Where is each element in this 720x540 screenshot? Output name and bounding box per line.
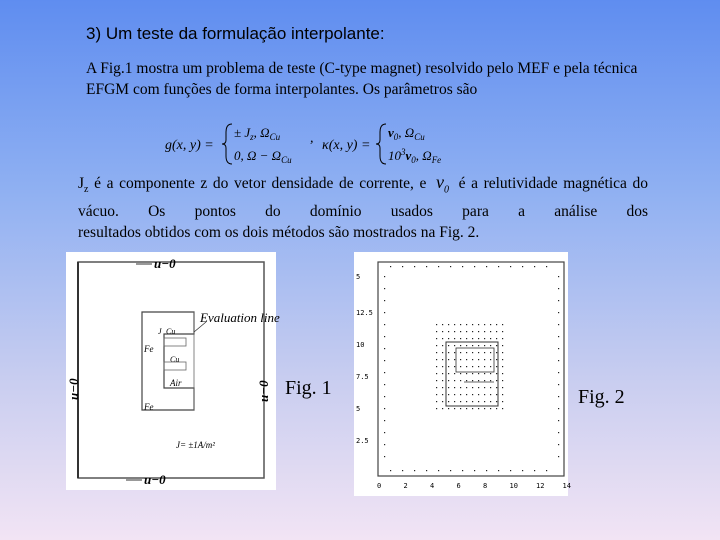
domain-point [402,266,403,267]
domain-point [490,394,491,395]
domain-point [502,373,503,374]
domain-point [472,338,473,339]
domain-point [472,352,473,353]
domain-point [426,266,427,267]
desc-text-2: é a relutividade magnética do vácuo. Os pontos do domínio usados para a análise dos [78,175,648,220]
left-bc-label: u−0 [66,378,81,400]
domain-point [436,352,437,353]
domain-point [496,359,497,360]
domain-point [478,331,479,332]
domain-point [460,408,461,409]
domain-point [478,366,479,367]
domain-point [448,324,449,325]
fig1-label-fe-1: Fe [144,344,154,354]
domain-point [510,470,511,471]
domain-point [558,456,559,457]
domain-point [460,345,461,346]
k-brace [376,124,386,164]
domain-point [448,394,449,395]
domain-point [522,470,523,471]
domain-point [496,331,497,332]
domain-point [502,324,503,325]
domain-point [454,338,455,339]
domain-point [460,338,461,339]
domain-point [384,276,385,277]
domain-point [558,432,559,433]
domain-point [478,359,479,360]
domain-point [442,324,443,325]
x-tick-label: 14 [562,482,571,490]
domain-point [496,324,497,325]
domain-point [486,266,487,267]
domain-point [478,394,479,395]
domain-point [490,380,491,381]
domain-point [484,345,485,346]
domain-point [496,394,497,395]
domain-point [414,470,415,471]
domain-point [448,387,449,388]
domain-point [384,336,385,337]
domain-point [558,300,559,301]
domain-point [448,373,449,374]
domain-point [454,352,455,353]
domain-point [478,324,479,325]
domain-point [460,401,461,402]
domain-point [484,380,485,381]
domain-point [460,387,461,388]
domain-point [454,345,455,346]
domain-point [436,408,437,409]
domain-point [460,331,461,332]
domain-point [534,266,535,267]
domain-point [466,408,467,409]
jz-symbol: $J_z$ [78,175,89,196]
domain-point [436,366,437,367]
domain-point [462,266,463,267]
domain-point [472,373,473,374]
domain-point [454,387,455,388]
domain-point [436,387,437,388]
domain-point [460,324,461,325]
domain-point [472,324,473,325]
domain-point [490,331,491,332]
domain-point [448,338,449,339]
domain-point [546,266,547,267]
x-tick-label: 0 [377,482,382,490]
domain-point [474,266,475,267]
x-tick-label: 12 [536,482,545,490]
domain-point [454,394,455,395]
domain-point [490,401,491,402]
domain-point [472,359,473,360]
domain-point [502,380,503,381]
domain-point [558,288,559,289]
g-case2: 0, $\Omega - \Omega_{Cu}$ [234,148,292,165]
domain-point [390,470,391,471]
domain-point [498,266,499,267]
domain-point [490,408,491,409]
domain-point [502,359,503,360]
fig1-label-air: Air [170,378,182,388]
domain-point [442,387,443,388]
domain-point [466,359,467,360]
domain-point [534,470,535,471]
bottom-bc-label: u−0 [144,472,166,487]
domain-point [442,359,443,360]
domain-point [502,401,503,402]
domain-point [558,348,559,349]
domain-point [454,359,455,360]
domain-point [384,312,385,313]
domain-point [460,394,461,395]
domain-point [484,366,485,367]
domain-point [490,366,491,367]
domain-point [496,338,497,339]
domain-point [502,366,503,367]
domain-point [484,338,485,339]
domain-point [502,394,503,395]
domain-point [478,408,479,409]
domain-point [384,432,385,433]
domain-point [438,266,439,267]
domain-point [502,408,503,409]
domain-point [472,408,473,409]
domain-point [442,366,443,367]
domain-point [558,396,559,397]
domain-point [478,387,479,388]
domain-point [384,384,385,385]
domain-point [496,380,497,381]
domain-point [450,266,451,267]
desc-text-3: resultados obtidos com os dois métodos são mostrados na Fig. 2. [78,223,480,241]
domain-point [490,338,491,339]
domain-point [490,352,491,353]
domain-point [384,456,385,457]
fig1-label-j: J [158,327,162,336]
domain-point [442,401,443,402]
parameter-formula [160,118,460,170]
slide-title: 3) Um teste da formulação interpolante: [86,24,385,43]
domain-point [460,366,461,367]
figure-2-caption: Fig. 2 [578,386,625,408]
domain-point [384,348,385,349]
domain-point [478,380,479,381]
y-tick-label: 5 [356,405,361,413]
domain-point [558,408,559,409]
domain-point [454,401,455,402]
domain-point [484,401,485,402]
g-case1: ± $J_z$, $\Omega_{Cu}$ [234,125,281,142]
domain-point [466,373,467,374]
domain-point [466,394,467,395]
domain-point [462,470,463,471]
domain-point [442,345,443,346]
domain-point [414,266,415,267]
domain-point [558,384,559,385]
domain-point [496,373,497,374]
domain-point [448,366,449,367]
domain-point [466,387,467,388]
domain-point [460,373,461,374]
domain-point [484,359,485,360]
domain-point [496,345,497,346]
y-tick-label: 7.5 [356,373,369,381]
domain-point [484,331,485,332]
fig1-label-cu-2: Cu [170,355,180,364]
domain-point [460,359,461,360]
domain-point [502,387,503,388]
domain-point [558,336,559,337]
domain-point [460,380,461,381]
domain-point [448,345,449,346]
domain-point [558,444,559,445]
domain-point [558,312,559,313]
domain-point [442,394,443,395]
domain-point [472,331,473,332]
domain-point [426,470,427,471]
domain-point [484,352,485,353]
fig1-label-cu-1: Cu [166,327,176,336]
domain-point [448,359,449,360]
domain-point [478,338,479,339]
domain-point [466,331,467,332]
domain-point [442,408,443,409]
domain-point [496,352,497,353]
domain-point [436,373,437,374]
domain-point [502,352,503,353]
domain-point [472,366,473,367]
domain-point [496,366,497,367]
domain-point [438,470,439,471]
k-case2: $10^3\nu_0$, $\Omega_{Fe}$ [388,147,442,165]
fig1-label-fe-2: Fe [144,402,154,412]
domain-point [490,345,491,346]
domain-point [402,470,403,471]
evaluation-line-label: Evaluation line [200,310,280,325]
figure-1-caption: Fig. 1 [285,377,332,399]
k-case1: $\nu_0$, $\Omega_{Cu}$ [388,125,425,142]
desc-text-1: é a componente z do vetor densidade de corrente, e [88,175,432,192]
description-paragraph [78,172,648,243]
domain-point [448,352,449,353]
domain-point [442,331,443,332]
domain-point [436,380,437,381]
domain-point [484,387,485,388]
domain-point [558,372,559,373]
k-lhs: κ(x, y) = [322,138,371,153]
domain-point [502,338,503,339]
domain-point [472,387,473,388]
domain-point [384,408,385,409]
domain-point [442,373,443,374]
domain-point [498,470,499,471]
y-tick-label: 5 [356,273,361,281]
domain-point [442,338,443,339]
x-tick-label: 2 [403,482,408,490]
domain-point [448,380,449,381]
domain-point [484,408,485,409]
domain-point [454,373,455,374]
domain-point [490,373,491,374]
domain-point [486,470,487,471]
domain-point [466,401,467,402]
domain-point [466,324,467,325]
domain-point [436,401,437,402]
domain-point [490,387,491,388]
domain-point [442,352,443,353]
domain-point [384,360,385,361]
x-tick-label: 6 [456,482,461,490]
domain-point [484,373,485,374]
domain-point [384,444,385,445]
domain-point [472,380,473,381]
domain-point [478,345,479,346]
domain-point [502,345,503,346]
domain-point [450,470,451,471]
y-tick-label: 10 [356,341,365,349]
domain-point [460,352,461,353]
domain-point [436,324,437,325]
domain-point [384,420,385,421]
domain-point [478,352,479,353]
domain-point [448,408,449,409]
domain-point [478,401,479,402]
domain-point [448,331,449,332]
fig1-jz-note: J= ±1A/m² [176,440,215,450]
domain-point [384,396,385,397]
domain-point [436,394,437,395]
domain-point [490,359,491,360]
y-tick-label: 12.5 [356,309,373,317]
domain-point [454,408,455,409]
domain-point [448,401,449,402]
g-brace [222,124,232,164]
domain-point [496,401,497,402]
domain-point [472,401,473,402]
domain-point [442,380,443,381]
domain-point [490,324,491,325]
x-tick-label: 4 [430,482,435,490]
domain-point [484,324,485,325]
domain-point [384,288,385,289]
domain-point [522,266,523,267]
domain-point [436,359,437,360]
nu0-symbol: $\nu_0$ [436,172,449,196]
intro-paragraph: A Fig.1 mostra um problema de teste (C-type magnet) resolvido pelo MEF e pela técnica EFGM com funções de forma interpolantes. Os parâmetros são [86,60,638,98]
domain-point [454,366,455,367]
domain-point [558,276,559,277]
domain-point [390,266,391,267]
domain-point [502,331,503,332]
figure-2-points [354,252,571,496]
domain-point [474,470,475,471]
formula-separator: , [310,131,314,146]
domain-point [466,345,467,346]
right-bc-label: u−0 [256,380,271,402]
domain-point [384,324,385,325]
domain-point [496,387,497,388]
domain-point [466,338,467,339]
domain-point [466,366,467,367]
domain-point [384,300,385,301]
domain-point [558,324,559,325]
domain-point [484,394,485,395]
figure-1-magnet [66,252,280,490]
domain-point [436,345,437,346]
domain-point [558,420,559,421]
domain-point [454,380,455,381]
domain-point [472,345,473,346]
domain-point [454,324,455,325]
domain-point [466,352,467,353]
x-tick-label: 10 [509,482,518,490]
domain-point [510,266,511,267]
domain-point [558,360,559,361]
domain-point [454,331,455,332]
domain-point [466,380,467,381]
x-tick-label: 8 [483,482,488,490]
top-bc-label: u−0 [154,256,176,271]
domain-point [436,331,437,332]
domain-point [496,408,497,409]
g-lhs: g(x, y) = [165,138,214,153]
domain-point [472,394,473,395]
domain-point [384,372,385,373]
y-tick-label: 2.5 [356,437,369,445]
domain-point [478,373,479,374]
domain-point [436,338,437,339]
domain-point [546,470,547,471]
